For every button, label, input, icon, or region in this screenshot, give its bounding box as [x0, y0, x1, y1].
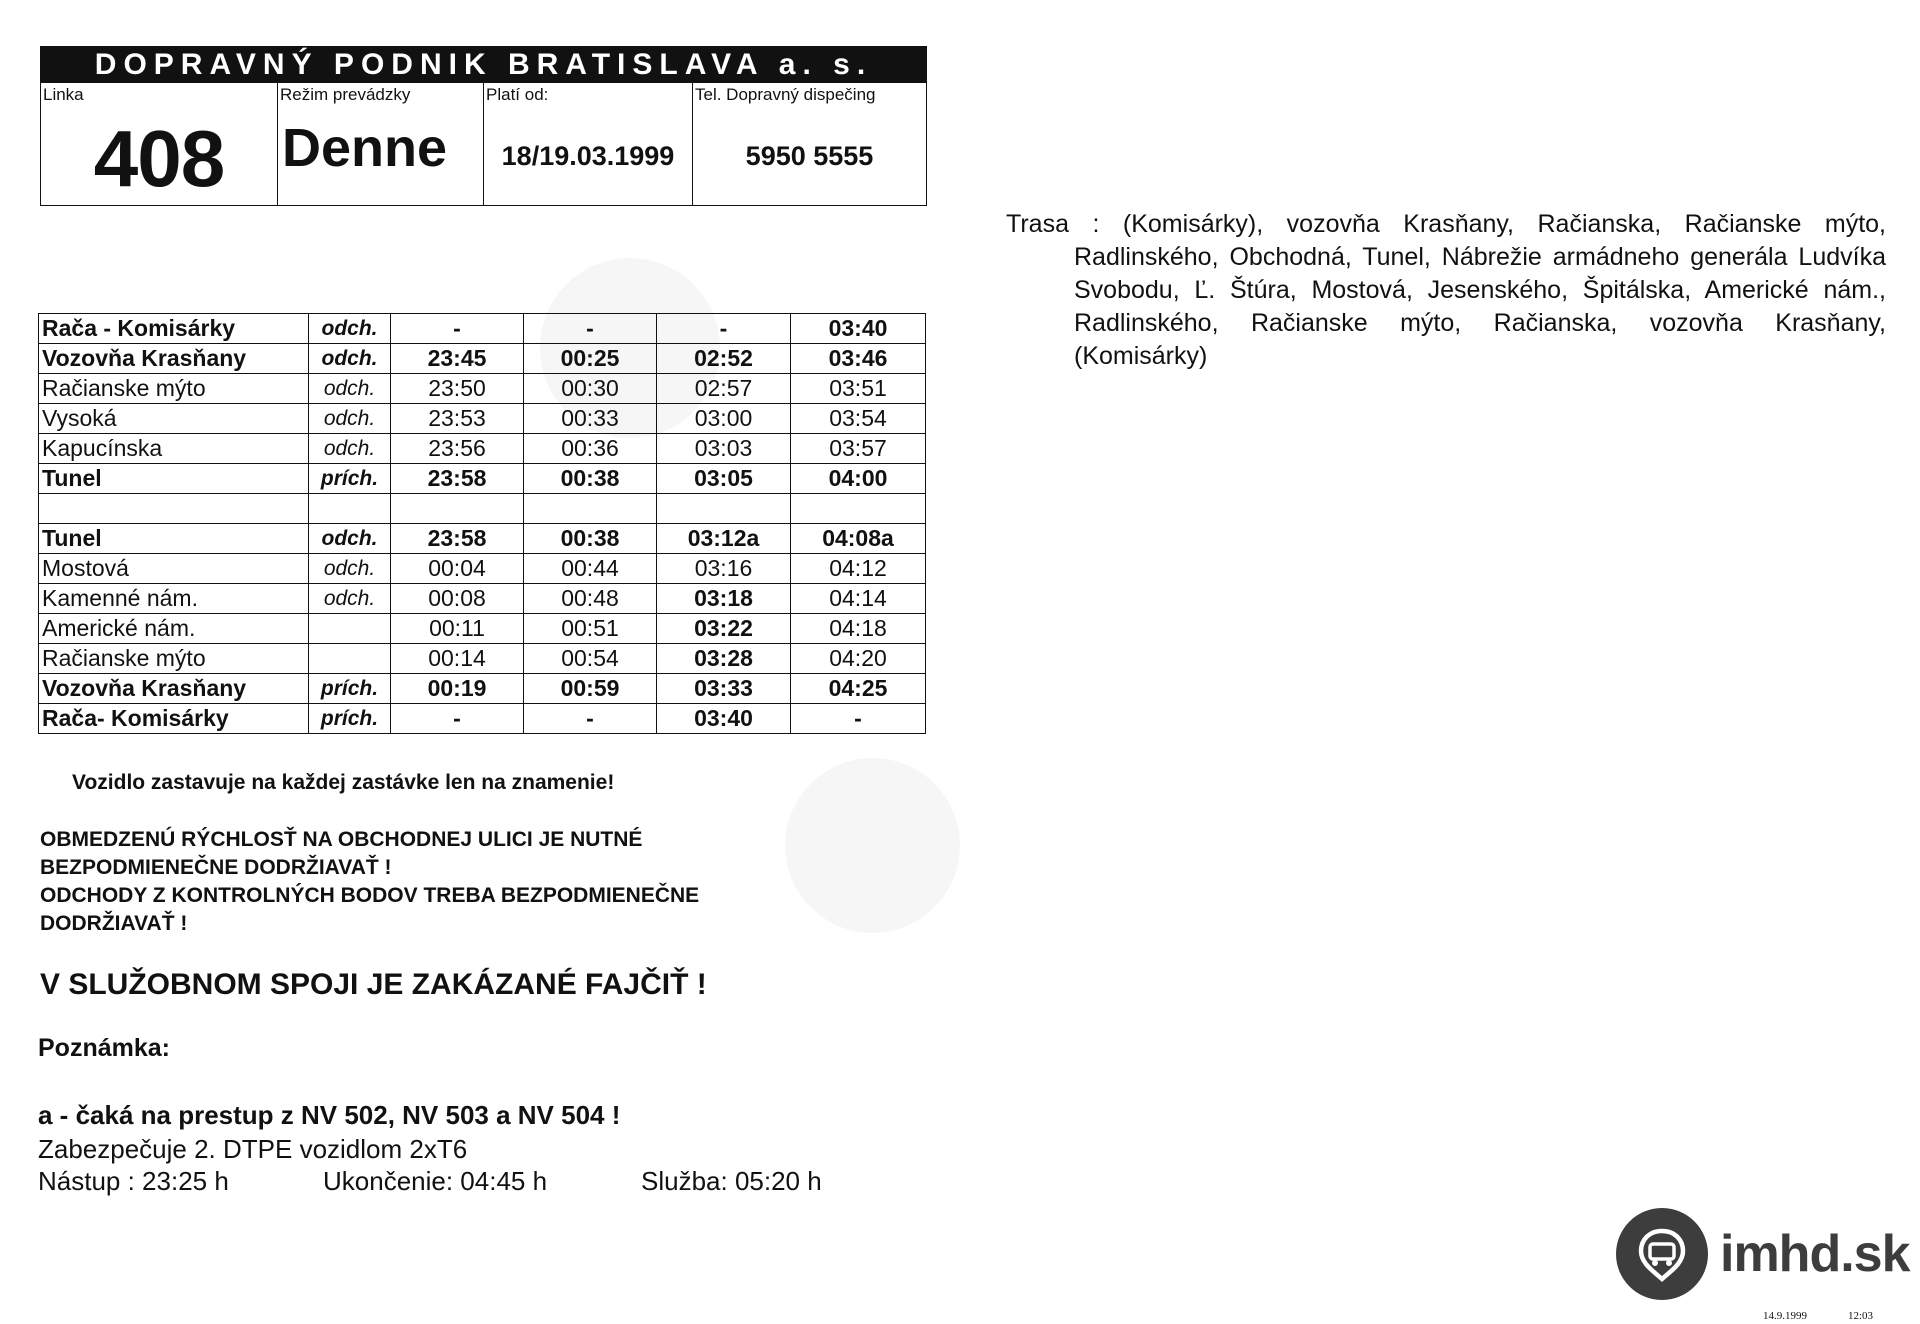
departure-time: 03:46	[791, 344, 926, 374]
empty-cell	[309, 494, 391, 524]
arrival-departure-type: odch.	[309, 314, 391, 344]
departure-time: 00:08	[391, 584, 524, 614]
arrival-departure-type: odch.	[309, 404, 391, 434]
stop-name: Mostová	[39, 554, 309, 584]
stop-name: Račianske mýto	[39, 644, 309, 674]
dispatch-phone-value: 5950 5555	[745, 141, 874, 171]
departure-time: 04:00	[791, 464, 926, 494]
table-row	[39, 374, 926, 404]
departure-time: 03:28	[657, 644, 791, 674]
departure-time: 23:50	[391, 374, 524, 404]
departure-time: 00:54	[524, 644, 657, 674]
departure-time: 00:19	[391, 674, 524, 704]
departure-time: 04:25	[791, 674, 926, 704]
departure-time: 00:44	[524, 554, 657, 584]
departure-time: 03:51	[791, 374, 926, 404]
departure-time: 04:18	[791, 614, 926, 644]
departure-time: 23:53	[391, 404, 524, 434]
table-spacer-row	[39, 494, 926, 524]
arrival-departure-type: odch.	[309, 524, 391, 554]
departure-time: 04:20	[791, 644, 926, 674]
arrival-departure-type	[309, 614, 391, 644]
empty-cell	[39, 494, 309, 524]
departure-time: 04:14	[791, 584, 926, 614]
table-row	[39, 554, 926, 584]
arrival-departure-type: odch.	[309, 344, 391, 374]
shift-start: Nástup : 23:25 h	[38, 1166, 229, 1196]
operator-note: Zabezpečuje 2. DTPE vozidlom 2xT6	[38, 1134, 468, 1164]
shift-end: Ukončenie: 04:45 h	[323, 1166, 548, 1196]
valid-from-cell	[484, 83, 693, 205]
table-row	[39, 344, 926, 374]
departure-time: 04:08a	[791, 524, 926, 554]
table-row	[39, 614, 926, 644]
valid-from-value: 18/19.03.1999	[501, 141, 675, 171]
logo-text: imhd.sk	[1720, 1225, 1910, 1283]
departure-time: 00:36	[524, 434, 657, 464]
departure-time: 03:33	[657, 674, 791, 704]
warning-line: ODCHODY Z KONTROLNÝCH BODOV TREBA BEZPODMIENEČNE	[40, 884, 700, 907]
table-row	[39, 584, 926, 614]
warning-line: DODRŽIAVAŤ !	[40, 912, 188, 935]
table-row	[39, 404, 926, 434]
arrival-departure-type: prích.	[309, 674, 391, 704]
table-row	[39, 704, 926, 734]
stop-on-request-note: Vozidlo zastavuje na každej zastávke len na znamenie!	[72, 771, 615, 794]
departure-time: 03:05	[657, 464, 791, 494]
departure-time: 03:57	[791, 434, 926, 464]
departure-time: 00:38	[524, 524, 657, 554]
print-date: 14.9.1999	[1763, 1310, 1807, 1322]
stop-name: Račianske mýto	[39, 374, 309, 404]
departure-time: -	[391, 704, 524, 734]
shift-info	[38, 1166, 822, 1197]
mode-cell	[278, 83, 484, 205]
arrival-departure-type: odch.	[309, 554, 391, 584]
departure-time: 00:38	[524, 464, 657, 494]
mode-label: Režim prevádzky	[280, 85, 411, 104]
departure-time: 03:00	[657, 404, 791, 434]
table-row	[39, 464, 926, 494]
stop-name: Americké nám.	[39, 614, 309, 644]
arrival-departure-type	[309, 644, 391, 674]
stop-name: Vozovňa Krasňany	[39, 344, 309, 374]
table-row	[39, 644, 926, 674]
imhd-logo	[1616, 1208, 1910, 1300]
departure-time: 00:59	[524, 674, 657, 704]
footnote-a: a - čaká na prestup z NV 502, NV 503 a NV 504 !	[38, 1100, 621, 1130]
empty-cell	[791, 494, 926, 524]
arrival-departure-type: prích.	[309, 464, 391, 494]
bus-icon	[1616, 1208, 1708, 1300]
departure-time: 03:54	[791, 404, 926, 434]
departure-time: -	[791, 704, 926, 734]
shift-duration: Služba: 05:20 h	[641, 1166, 822, 1196]
departure-time: 23:56	[391, 434, 524, 464]
speed-warning	[40, 826, 840, 938]
empty-cell	[391, 494, 524, 524]
departure-time: -	[391, 314, 524, 344]
stop-name: Vozovňa Krasňany	[39, 674, 309, 704]
departure-time: 23:58	[391, 464, 524, 494]
departure-time: 00:30	[524, 374, 657, 404]
departure-time: 00:48	[524, 584, 657, 614]
departure-time: 23:58	[391, 524, 524, 554]
table-row	[39, 434, 926, 464]
line-cell	[41, 83, 278, 205]
departure-time: 02:57	[657, 374, 791, 404]
route-description: Trasa : (Komisárky), vozovňa Krasňany, Račianska, Račianske mýto, Radlinského, Obchodná, Tunel, Nábrežie armádneho generála Ludvíka Svobodu, Ľ. Štúra, Mostová, Jesenského, Špitálska, Americké nám., Radlinského, Račianske mýto, Račianska, vozovňa Krasňany, (Komisárky)	[1006, 210, 1886, 370]
dispatch-phone-cell	[693, 83, 926, 205]
stop-name: Kapucínska	[39, 434, 309, 464]
stop-name: Tunel	[39, 464, 309, 494]
line-label: Linka	[43, 85, 84, 104]
departure-time: 03:12a	[657, 524, 791, 554]
empty-cell	[657, 494, 791, 524]
empty-cell	[524, 494, 657, 524]
stop-name: Rača- Komisárky	[39, 704, 309, 734]
warning-line: OBMEDZENÚ RÝCHLOSŤ NA OBCHODNEJ ULICI JE NUTNÉ	[40, 828, 643, 851]
valid-from-label: Platí od:	[486, 85, 549, 104]
timetable-header	[40, 46, 927, 206]
arrival-departure-type: odch.	[309, 374, 391, 404]
departure-time: 00:33	[524, 404, 657, 434]
timetable	[38, 313, 926, 734]
departure-time: 00:11	[391, 614, 524, 644]
departure-time: 03:18	[657, 584, 791, 614]
warning-line: BEZPODMIENEČNE DODRŽIAVAŤ !	[40, 856, 392, 879]
departure-time: -	[524, 704, 657, 734]
departure-time: 03:03	[657, 434, 791, 464]
dispatch-phone-label: Tel. Dopravný dispečing	[695, 85, 876, 104]
departure-time: 03:40	[791, 314, 926, 344]
departure-time: 02:52	[657, 344, 791, 374]
arrival-departure-type: odch.	[309, 584, 391, 614]
departure-time: -	[524, 314, 657, 344]
departure-time: 23:45	[391, 344, 524, 374]
table-row	[39, 674, 926, 704]
departure-time: 04:12	[791, 554, 926, 584]
departure-time: 03:16	[657, 554, 791, 584]
departure-time: 00:25	[524, 344, 657, 374]
departure-time: 00:04	[391, 554, 524, 584]
table-row	[39, 314, 926, 344]
print-time: 12:03	[1848, 1310, 1874, 1322]
table-row	[39, 524, 926, 554]
line-number: 408	[93, 114, 225, 203]
arrival-departure-type: odch.	[309, 434, 391, 464]
arrival-departure-type: prích.	[309, 704, 391, 734]
no-smoking-notice: V SLUŽOBNOM SPOJI JE ZAKÁZANÉ FAJČIŤ !	[40, 968, 707, 1001]
mode-value: Denne	[282, 118, 448, 178]
stop-name: Vysoká	[39, 404, 309, 434]
stop-name: Kamenné nám.	[39, 584, 309, 614]
stop-name: Rača - Komisárky	[39, 314, 309, 344]
company-name: DOPRAVNÝ PODNIK BRATISLAVA a. s.	[41, 47, 926, 83]
note-heading: Poznámka:	[38, 1034, 170, 1062]
departure-time: -	[657, 314, 791, 344]
departure-time: 00:14	[391, 644, 524, 674]
stop-name: Tunel	[39, 524, 309, 554]
departure-time: 00:51	[524, 614, 657, 644]
departure-time: 03:22	[657, 614, 791, 644]
departure-time: 03:40	[657, 704, 791, 734]
